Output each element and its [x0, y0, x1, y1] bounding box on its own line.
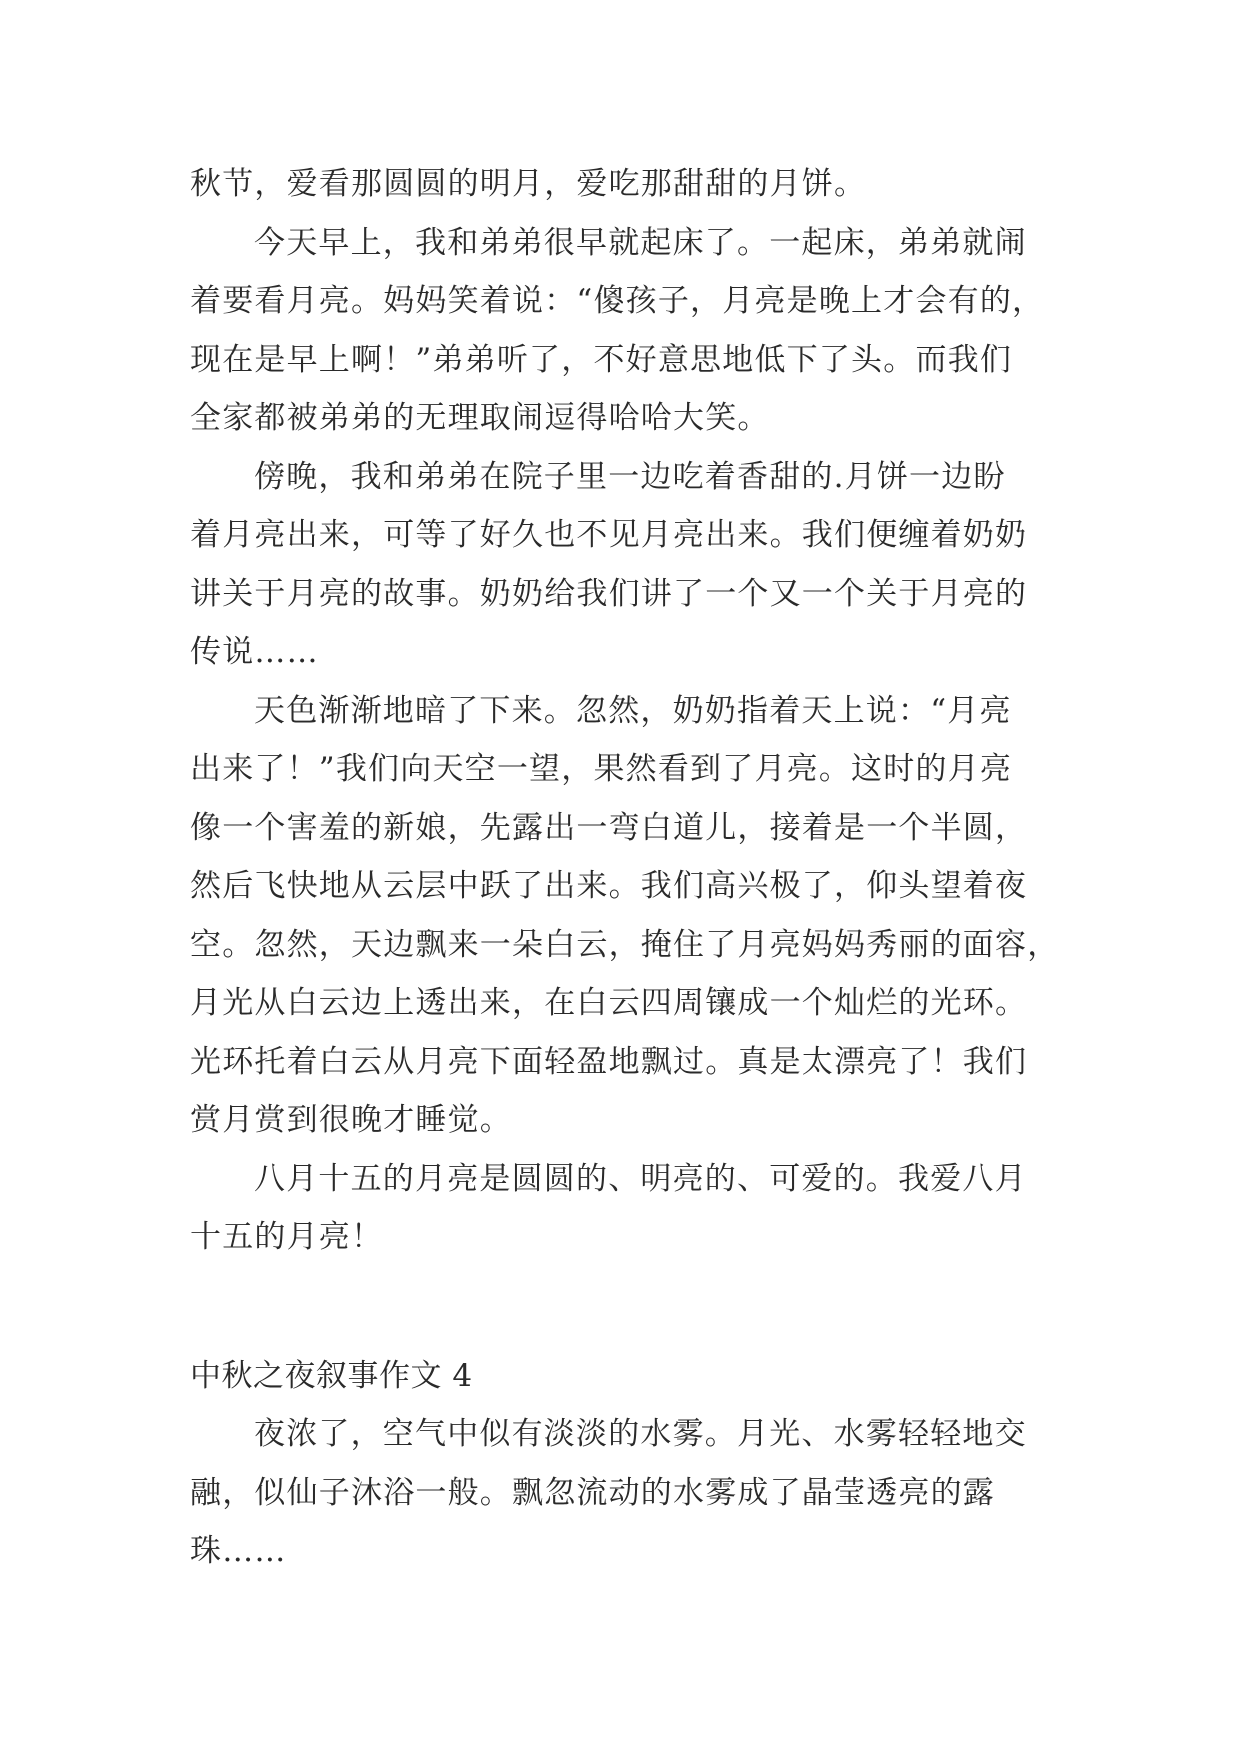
paragraph-start-line: 今天早上，我和弟弟很早就起床了。一起床，弟弟就闹: [254, 224, 1027, 261]
text-line: 然后飞快地从云层中跃了出来。我们高兴极了，仰头望着夜: [190, 868, 1028, 904]
text-line: 秋节，爱看那圆圆的明月，爱吃那甜甜的月饼。: [190, 166, 867, 202]
text-line: 传说……: [190, 634, 319, 670]
paragraph-start-line: 傍晚，我和弟弟在院子里一边吃着香甜的.月饼一边盼: [254, 458, 1006, 495]
text-line: 现在是早上啊！”弟弟听了，不好意思地低下了头。而我们: [190, 341, 1013, 378]
text-line: 着要看月亮。妈妈笑着说：“傻孩子，月亮是晚上才会有的，: [190, 283, 1045, 319]
text-line: 珠……: [190, 1533, 287, 1569]
text-line: 出来了！”我们向天空一望，果然看到了月亮。这时的月亮: [190, 751, 1013, 787]
text-line: 赏月赏到很晚才睡觉。: [190, 1102, 512, 1138]
text-line: 融，似仙子沐浴一般。飘忽流动的水雾成了晶莹透亮的露: [190, 1474, 995, 1511]
text-line: 像一个害羞的新娘，先露出一弯白道儿，接着是一个半圆，: [190, 809, 1028, 846]
text-line: 月光从白云边上透出来，在白云四周镶成一个灿烂的光环。: [190, 985, 1028, 1021]
text-line: 空。忽然，天边飘来一朵白云，掩住了月亮妈妈秀丽的面容，: [190, 926, 1060, 963]
paragraph-start-line: 天色渐渐地暗了下来。忽然，奶奶指着天上说：“月亮: [254, 692, 1012, 729]
text-line: 全家都被弟弟的无理取闹逗得哈哈大笑。: [190, 400, 770, 436]
article-body: [190, 155, 1070, 1581]
paragraph-start-line: 夜浓了，空气中似有淡淡的水雾。月光、水雾轻轻地交: [254, 1416, 1027, 1452]
section-gap: [190, 1267, 1070, 1347]
text-line: 着月亮出来，可等了好久也不见月亮出来。我们便缠着奶奶: [190, 517, 1028, 553]
section-heading: 中秋之夜叙事作文 4: [190, 1357, 473, 1394]
text-line: 十五的月亮！: [190, 1219, 384, 1255]
text-line: 讲关于月亮的故事。奶奶给我们讲了一个又一个关于月亮的: [190, 575, 1028, 612]
paragraph-start-line: 八月十五的月亮是圆圆的、明亮的、可爱的。我爱八月: [254, 1160, 1027, 1197]
text-line: 光环托着白云从月亮下面轻盈地飘过。真是太漂亮了！我们: [190, 1043, 1028, 1080]
